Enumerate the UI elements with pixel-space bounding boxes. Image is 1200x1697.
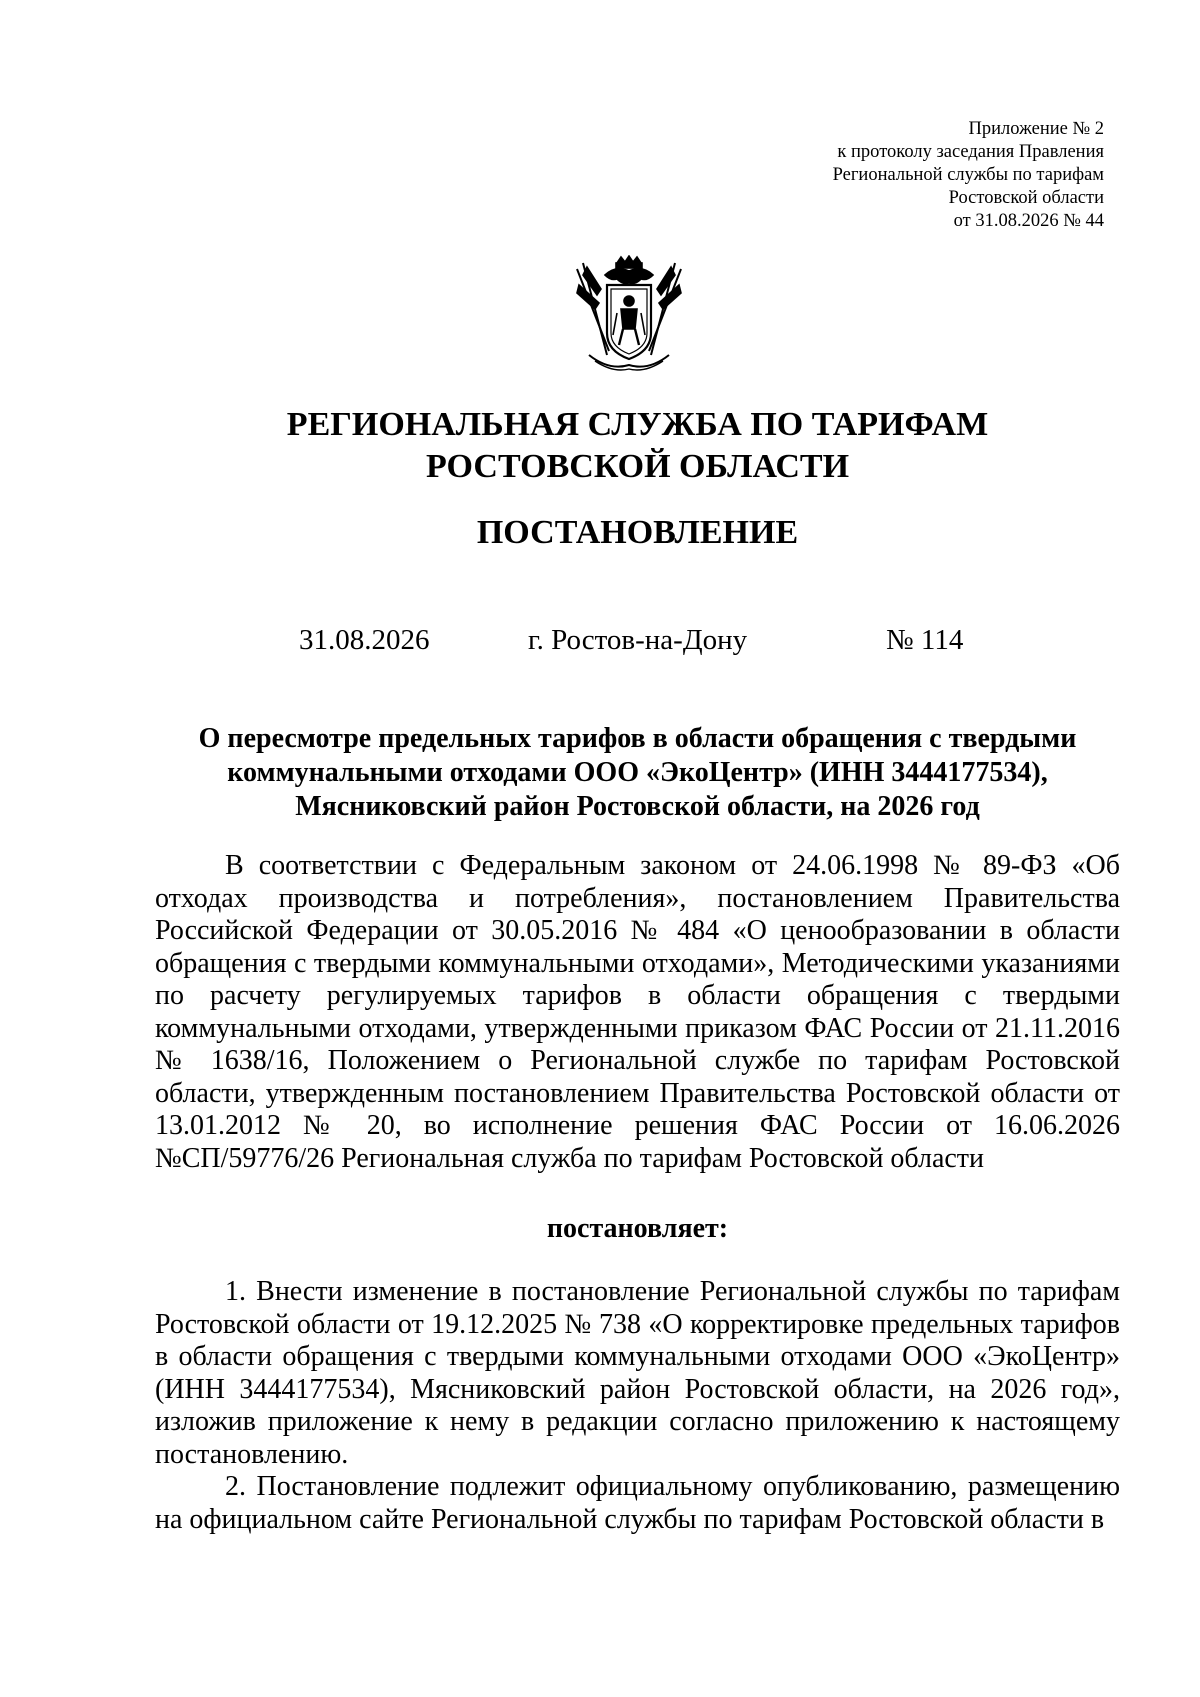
document-subject — [0, 722, 1200, 824]
organization-name — [0, 404, 1200, 488]
subject-line: О пересмотре предельных тарифов в области обращения с твердыми — [198, 723, 1077, 754]
organization-name-line: РОСТОВСКОЙ ОБЛАСТИ — [425, 448, 850, 485]
resolution-item-1: 1. Внести изменение в постановление Региональной службы по тарифам Ростовской области от 19.12.2025 № 738 «О корректировке предельных тарифов в области обращения с твердыми коммунальными отходами ООО «ЭкоЦентр» (ИНН 3444177534), Мясниковский район Ростовской области, на 2026 год», изложив приложение к нему в редакции согласно приложению к настоящему постановлению. — [155, 1276, 1120, 1470]
appendix-line: Региональной службы по тарифам — [832, 165, 1104, 185]
document-place: г. Ростов-на-Дону — [528, 624, 748, 656]
subject-line: Мясниковский район Ростовской области, на 2026 год — [295, 791, 980, 822]
appendix-line: к протоколу заседания Правления — [837, 142, 1104, 162]
document-date: 31.08.2026 — [299, 624, 430, 656]
appendix-reference — [704, 118, 1104, 233]
appendix-line: от 31.08.2026 № 44 — [953, 211, 1104, 231]
appendix-line: Приложение № 2 — [968, 119, 1104, 139]
appendix-line: Ростовской области — [948, 188, 1104, 208]
coat-of-arms-icon — [569, 255, 689, 375]
document-type: ПОСТАНОВЛЕНИЕ — [476, 514, 799, 551]
preamble-paragraph: В соответствии с Федеральным законом от 24.06.1998 № 89-ФЗ «Об отходах производства и потребления», постановлением Правительства Российской Федерации от 30.05.2016 № 484 «О ценообразовании в области обращения с твердыми коммунальными отходами», Методическими указаниями по расчету регулируемых тарифов в области обращения с твердыми коммунальными отходами, утвержденными приказом ФАС России от 21.11.2016 № 1638/16, Положением о Региональной службе по тарифам Ростовской области, утвержденным постановлением Правительства Ростовской области от 13.01.2012 № 20, во исполнение решения ФАС России от 16.06.2026 №СП/59776/26 Региональная служба по тарифам Ростовской области — [155, 850, 1120, 1174]
document-number: № 114 — [886, 624, 964, 656]
resolution-item-2: 2. Постановление подлежит официальному опубликованию, размещению на официальном сайте Региональной службы по тарифам Ростовской области в — [155, 1471, 1120, 1535]
resolves-heading: постановляет: — [546, 1213, 729, 1244]
organization-name-line: РЕГИОНАЛЬНАЯ СЛУЖБА ПО ТАРИФАМ — [286, 406, 989, 443]
subject-line: коммунальными отходами ООО «ЭкоЦентр» (ИНН 3444177534), — [227, 757, 1048, 788]
